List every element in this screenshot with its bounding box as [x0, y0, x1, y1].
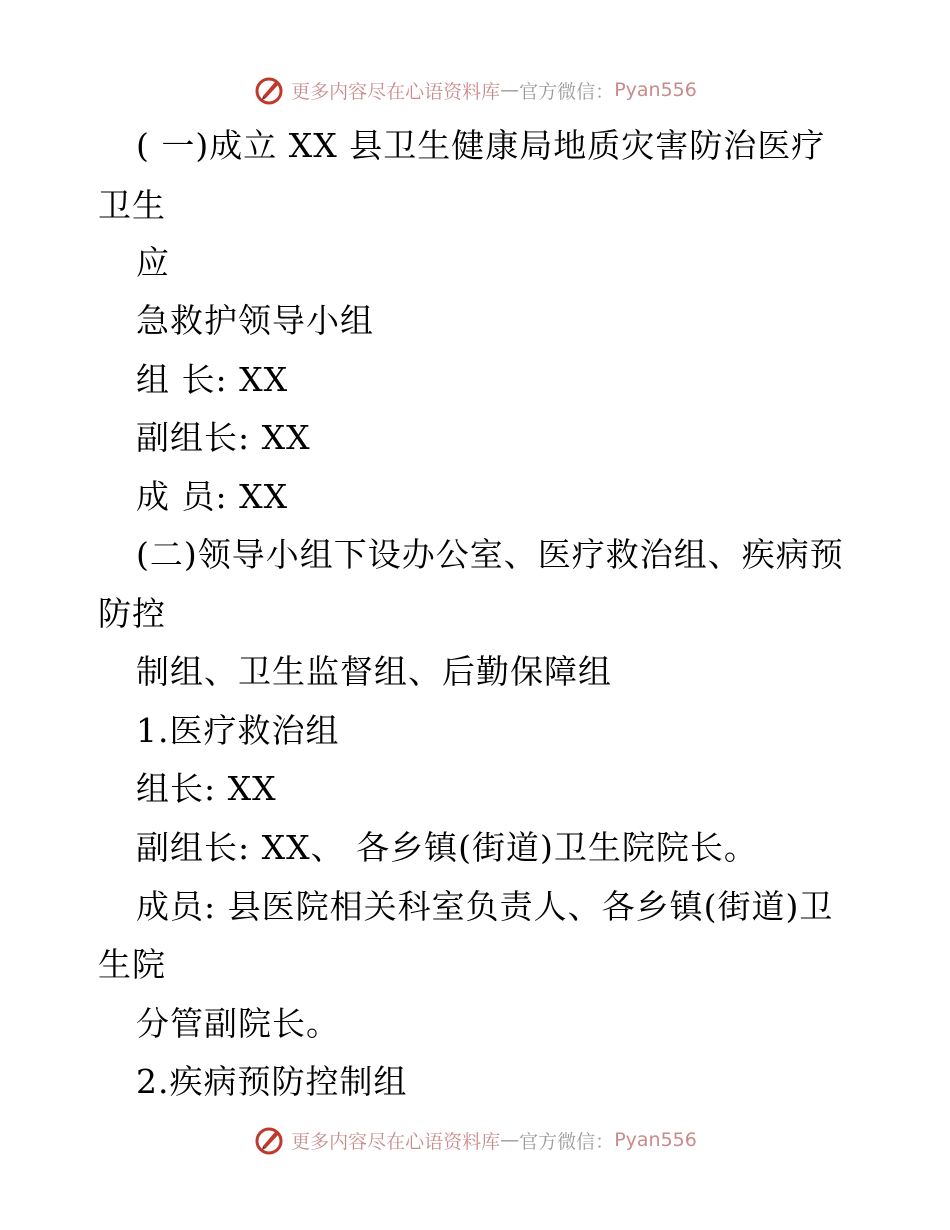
pen-logo-icon — [253, 1124, 285, 1156]
text-line: 防控 — [98, 594, 166, 633]
text-line: 副组长: XX — [136, 418, 311, 457]
text-line: 1.医疗救治组 — [136, 711, 340, 750]
watermark-footer — [0, 1120, 950, 1160]
text-line: ( 一)成立 XX 县卫生健康局地质灾害防治医疗 — [136, 126, 826, 165]
text-line: 生院 — [98, 945, 166, 984]
text-line: 成员: 县医院相关科室负责人、各乡镇(街道)卫 — [136, 887, 834, 926]
watermark-brand: 更多内容尽在心语资料库 — [291, 1130, 501, 1153]
text-line: 卫生 — [98, 186, 166, 225]
watermark-wechat-id: Pyan556 — [614, 1129, 697, 1151]
text-line: 成 员: XX — [136, 477, 289, 516]
text-line: (二)领导小组下设办公室、医疗救治组、疾病预 — [136, 535, 844, 574]
watermark-dash: — — [500, 1129, 520, 1151]
text-line: 组 长: XX — [136, 360, 289, 399]
text-line: 分管副院长。 — [136, 1004, 340, 1043]
text-line: 急救护领导小组 — [136, 301, 374, 340]
watermark-wechat-id: Pyan556 — [614, 79, 697, 101]
watermark-wechat-label: 官方微信： — [519, 1130, 615, 1153]
text-line: 2.疾病预防控制组 — [136, 1062, 408, 1101]
watermark-wechat-label: 官方微信： — [519, 80, 615, 103]
text-line: 制组、卫生监督组、后勤保障组 — [136, 652, 612, 691]
watermark-dash: — — [500, 79, 520, 101]
text-line: 应 — [136, 243, 170, 282]
watermark-brand: 更多内容尽在心语资料库 — [291, 80, 501, 103]
text-line: 组长: XX — [136, 769, 277, 808]
text-line: 副组长: XX、 各乡镇(街道)卫生院院长。 — [136, 828, 758, 867]
